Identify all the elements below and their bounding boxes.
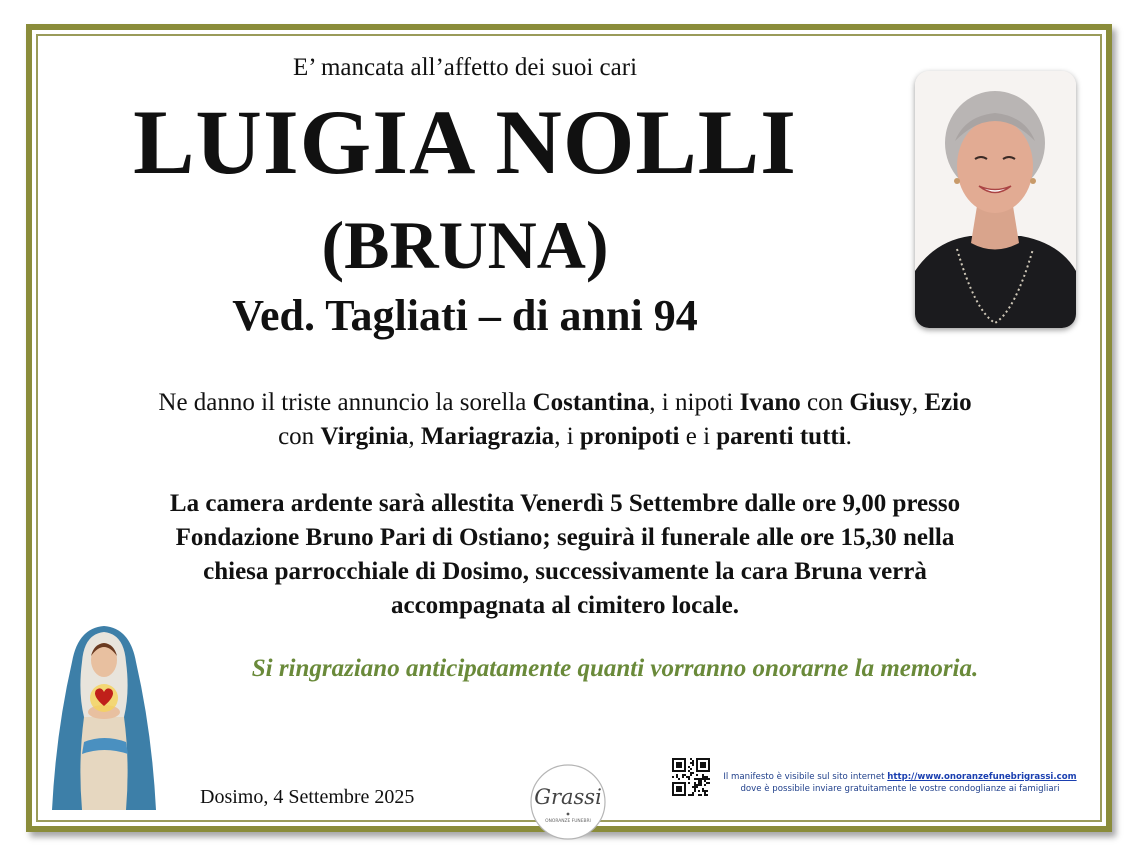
announcement-text: Ne danno il triste annuncio la sorella — [158, 389, 533, 416]
intro-text: E’ mancata all’affetto dei suoi cari — [292, 54, 638, 81]
grassi-logo-icon — [528, 762, 608, 842]
logo-name: Grassi — [534, 785, 602, 809]
announcement-text: , — [911, 389, 925, 416]
announcement-name: Virginia — [320, 423, 409, 450]
info-prefix: Il manifesto è visibile sul sito internet — [723, 772, 888, 782]
announcement-name: Mariagrazia — [420, 423, 555, 450]
announcement-text: , i nipoti — [649, 389, 740, 416]
thanks-text: Si ringraziano anticipatamente quanti vorranno onorarne la memoria. — [251, 655, 979, 682]
madonna-image — [48, 622, 160, 810]
announcement-name: parenti tutti — [716, 423, 846, 450]
announcement-text: . — [845, 423, 852, 450]
portrait-photo — [915, 71, 1076, 328]
announcement-paragraph — [90, 386, 1040, 454]
info-line-1 — [718, 771, 1082, 783]
announcement-text: con — [278, 423, 321, 450]
ceremony-paragraph — [90, 487, 1040, 623]
deceased-name: LUIGIA NOLLI — [133, 91, 797, 193]
logo-sub: ONORANZE FUNEBRI — [545, 819, 591, 824]
ceremony-line: Fondazione Bruno Pari di Ostiano; seguirà il funerale alle ore 15,30 nella — [175, 524, 955, 551]
website-link[interactable]: http://www.onoranzefunebrigrassi.com — [887, 772, 1077, 782]
website-info — [718, 771, 1082, 795]
announcement-text: e i — [679, 423, 717, 450]
announcement-name: pronipoti — [579, 423, 680, 450]
place-date: Dosimo, 4 Settembre 2025 — [200, 786, 415, 808]
announcement-name: Ezio — [924, 389, 972, 416]
deceased-nickname: (BRUNA) — [321, 207, 609, 283]
ceremony-line: chiesa parrocchiale di Dosimo, successivamente la cara Bruna verrà — [203, 558, 927, 585]
ceremony-line: La camera ardente sarà allestita Venerdì 5 Settembre dalle ore 9,00 presso — [169, 490, 961, 517]
announcement-name: Ivano — [739, 389, 801, 416]
announcement-text: , i — [554, 423, 580, 450]
widow-age-line: Ved. Tagliati – di anni 94 — [232, 291, 698, 340]
announcement-text: con — [800, 389, 850, 416]
announcement-name: Costantina — [532, 389, 650, 416]
announcement-text: , — [408, 423, 421, 450]
ceremony-line: accompagnata al cimitero locale. — [390, 592, 740, 619]
info-line-2: dove è possibile inviare gratuitamente le vostre condoglianze ai famigliari — [740, 784, 1060, 794]
announcement-name: Giusy — [849, 389, 912, 416]
qr-code-icon[interactable] — [672, 758, 710, 796]
